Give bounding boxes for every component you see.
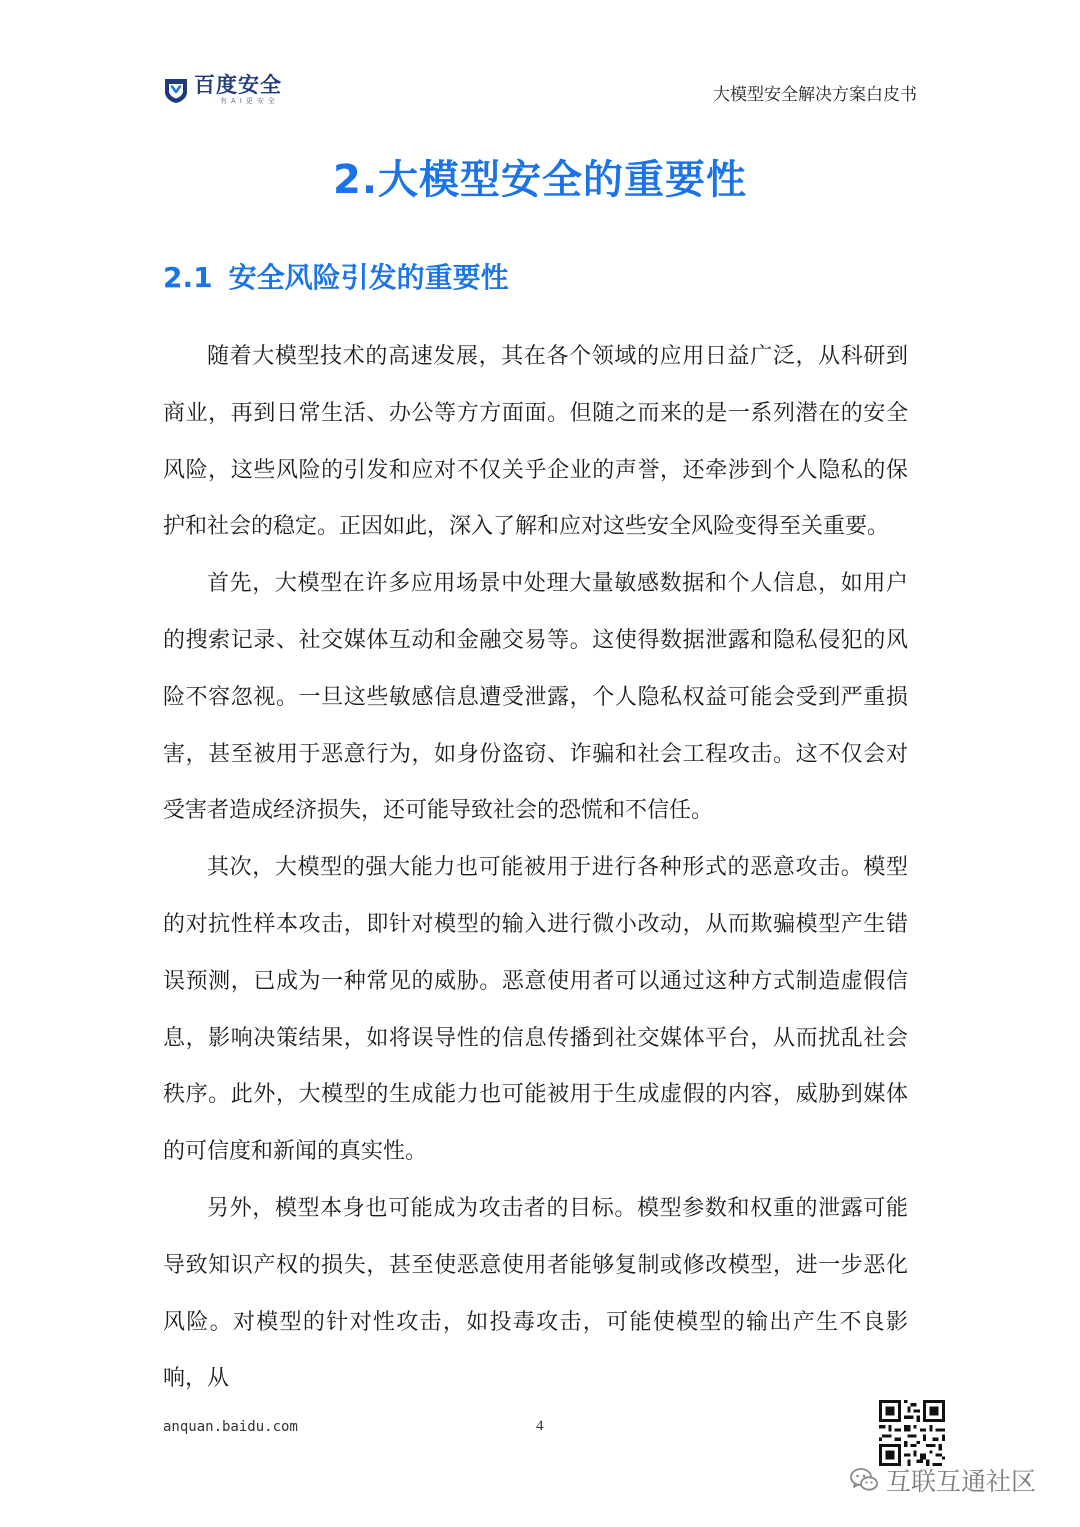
watermark-text: 互联互通社区: [886, 1467, 1037, 1496]
document-title: 大模型安全解决方案白皮书: [713, 85, 917, 105]
section-title: 安全风险引发的重要性: [228, 261, 509, 294]
section-heading: [163, 256, 509, 296]
paragraph: 另外，模型本身也可能成为攻击者的目标。模型参数和权重的泄露可能导致知识产权的损失，甚至使恶意使用者能够复制或修改模型，进一步恶化风险。对模型的针对性攻击，如投毒攻击，可能使模型的输出产生不良影响，从: [163, 1195, 908, 1392]
logo-name: 百度安全: [194, 73, 282, 97]
wechat-icon: [850, 1467, 878, 1493]
brand-logo: [163, 72, 282, 108]
baidu-security-logo-icon: [163, 76, 189, 104]
footer-url: anquan.baidu.com: [163, 1419, 298, 1435]
body-text: [163, 329, 908, 1408]
watermark: [850, 1462, 1036, 1498]
section-number: 2.1: [163, 261, 213, 294]
chapter-title: 2.大模型安全的重要性: [332, 157, 748, 203]
qr-code-icon: [879, 1400, 945, 1466]
paragraph: 随着大模型技术的高速发展，其在各个领域的应用日益广泛，从科研到商业，再到日常生活、办公等方方面面。但随之而来的是一系列潜在的安全风险，这些风险的引发和应对不仅关乎企业的声誉，还牵涉到个人隐私的保护和社会的稳定。正因如此，深入了解和应对这些安全风险变得至关重要。: [163, 344, 908, 540]
logo-slogan: 有AI更安全: [220, 97, 279, 105]
page-number: 4: [536, 1418, 544, 1434]
paragraph: 首先，大模型在许多应用场景中处理大量敏感数据和个人信息，如用户的搜索记录、社交媒体互动和金融交易等。这使得数据泄露和隐私侵犯的风险不容忽视。一旦这些敏感信息遭受泄露，个人隐私权益可能会受到严重损害，甚至被用于恶意行为，如身份盗窃、诈骗和社会工程攻击。这不仅会对受害者造成经济损失，还可能导致社会的恐慌和不信任。: [163, 571, 908, 824]
paragraph: 其次，大模型的强大能力也可能被用于进行各种形式的恶意攻击。模型的对抗性样本攻击，即针对模型的输入进行微小改动，从而欺骗模型产生错误预测，已成为一种常见的威胁。恶意使用者可以通过这种方式制造虚假信息，影响决策结果，如将误导性的信息传播到社交媒体平台，从而扰乱社会秩序。此外，大模型的生成能力也可能被用于生成虚假的内容，威胁到媒体的可信度和新闻的真实性。: [163, 855, 908, 1165]
